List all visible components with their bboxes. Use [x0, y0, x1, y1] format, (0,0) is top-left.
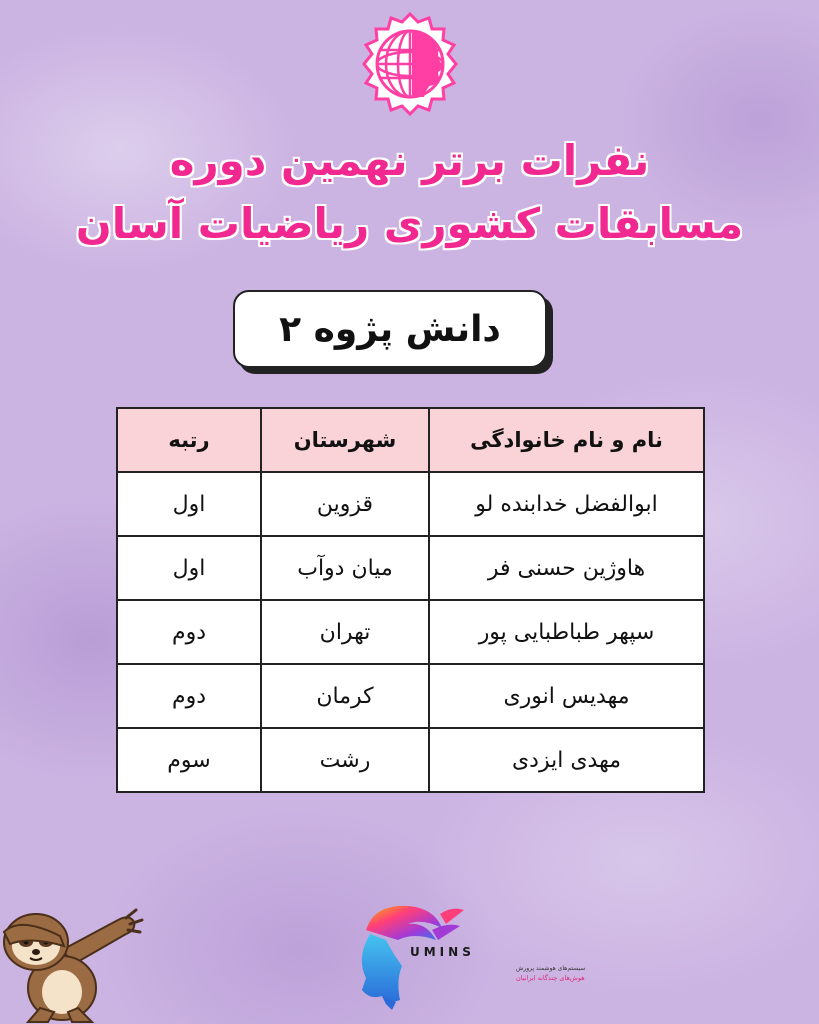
category-badge [233, 290, 547, 368]
cell-name: ابوالفضل خدابنده لو [429, 472, 704, 536]
globe-head-logo-icon [351, 14, 469, 114]
cell-city: تهران [261, 600, 429, 664]
header-city: شهرستان [261, 408, 429, 472]
title-line-1: نفرات برتر نهمین دوره [169, 136, 650, 185]
brand-tagline-1: سیستم‌های هوشمند پرورش [516, 965, 586, 972]
brand-logo-icon [352, 900, 586, 1010]
cell-city: میان دوآب [261, 536, 429, 600]
brand-name: UMINS [410, 945, 475, 959]
table-row [117, 472, 704, 536]
brand-tagline-2: هوش‌های چندگانه ایرانیان [516, 974, 585, 982]
cell-city: قزوین [261, 472, 429, 536]
cell-rank: دوم [117, 664, 261, 728]
dabbing-sloth-icon [0, 880, 150, 1024]
cell-name: هاوژین حسنی فر [429, 536, 704, 600]
table-header-row [117, 408, 704, 472]
cell-name: سپهر طباطبایی پور [429, 600, 704, 664]
cell-rank: اول [117, 536, 261, 600]
cell-rank: سوم [117, 728, 261, 792]
cell-city: رشت [261, 728, 429, 792]
cell-rank: اول [117, 472, 261, 536]
category-label: دانش پژوه ۲ [279, 308, 501, 350]
cell-name: مهدی ایزدی [429, 728, 704, 792]
header-name: نام و نام خانوادگی [429, 408, 704, 472]
table-row [117, 728, 704, 792]
results-table [116, 407, 705, 793]
table-row [117, 600, 704, 664]
title-line-2: مسابقات کشوری ریاضیات آسان [75, 199, 744, 248]
table-row [117, 536, 704, 600]
cell-name: مهدیس انوری [429, 664, 704, 728]
cell-city: کرمان [261, 664, 429, 728]
table-row [117, 664, 704, 728]
cell-rank: دوم [117, 600, 261, 664]
header-rank: رتبه [117, 408, 261, 472]
